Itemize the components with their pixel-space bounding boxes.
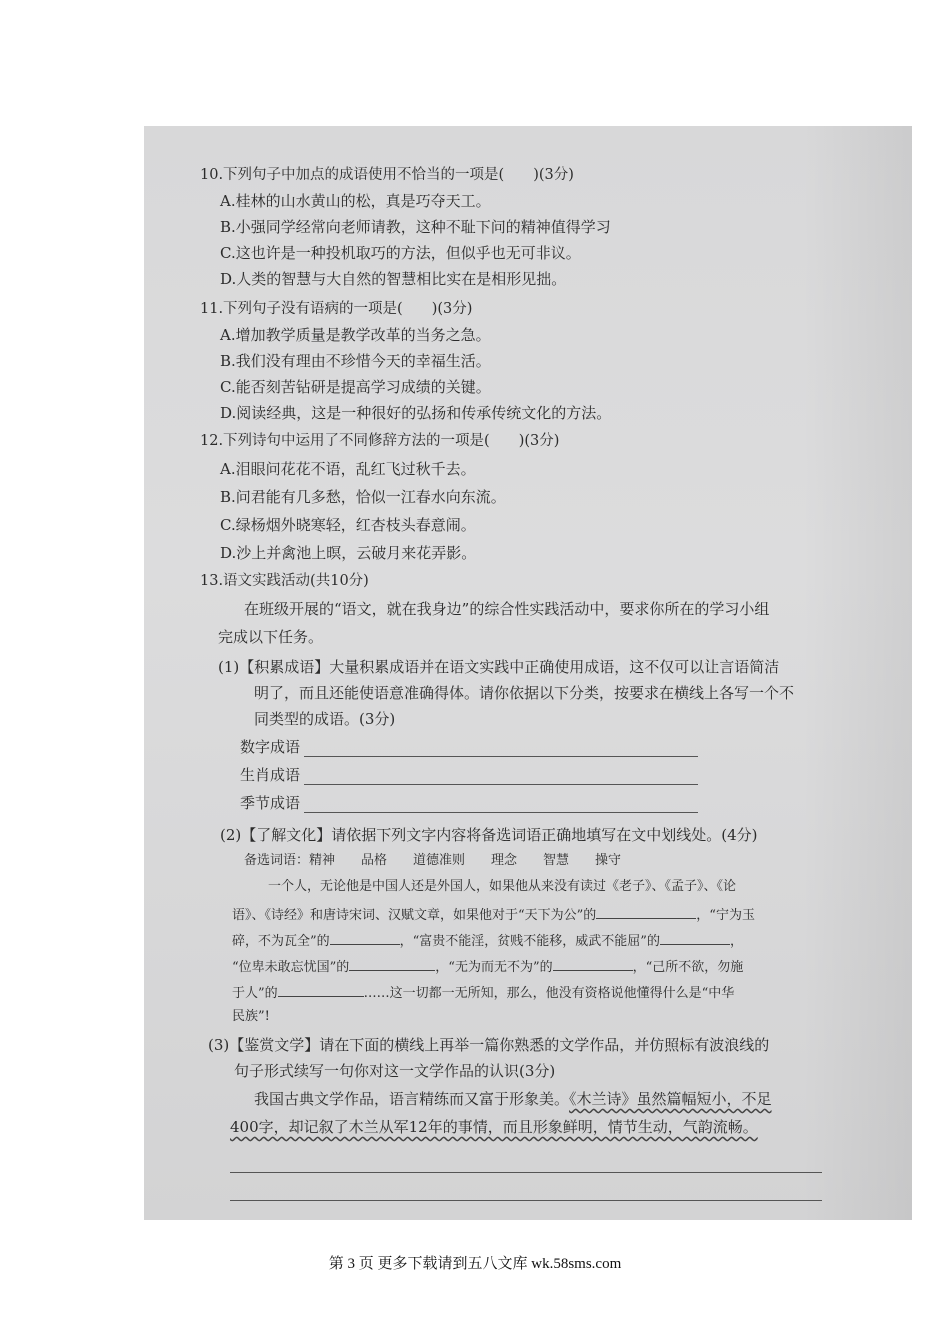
fill-blank-3[interactable] xyxy=(660,930,730,945)
scanned-page-photo xyxy=(144,126,912,1220)
q10-option-b: B.小强同学经常向老师请教，这种不耻下问的精神值得学习 xyxy=(220,218,611,236)
idiom-category-number: 数字成语 xyxy=(240,738,301,756)
page-shadow xyxy=(802,126,912,1220)
q12-option-a: A.泪眼问花花不语，乱红飞过秋千去。 xyxy=(220,460,476,478)
q13-part2-text-line6: 民族”! xyxy=(232,1009,270,1024)
text-segment: 碎，不为瓦全”的 xyxy=(232,934,330,949)
q13-part3-line2: 句子形式续写一句你对这一文学作品的认识(3分) xyxy=(234,1062,556,1080)
q13-part2-text-line4 xyxy=(232,956,743,977)
fill-blank-5[interactable] xyxy=(553,956,633,971)
text-segment: ，“宁为玉 xyxy=(696,908,755,923)
q10-stem: 10.下列句子中加点的成语使用不恰当的一项是( )(3分) xyxy=(200,167,574,183)
fill-blank-6[interactable] xyxy=(278,982,364,997)
text-segment: 语》、《诗经》和唐诗宋词、汉赋文章，如果他对于“天下为公”的 xyxy=(232,908,597,923)
q13-stem: 13.语文实践活动(共10分) xyxy=(200,573,369,589)
page-footer: 第 3 页 更多下载请到五八文库 wk.58sms.com xyxy=(328,1256,622,1272)
q13-part1-line3: 同类型的成语。(3分) xyxy=(254,710,396,728)
q11-option-d: D.阅读经典，这是一种很好的弘扬和传承传统文化的方法。 xyxy=(220,404,612,422)
q13-part2-text-line1: 一个人，无论他是中国人还是外国人，如果他从来没有读过《老子》、《孟子》、《论 xyxy=(268,879,737,894)
text-segment: ， xyxy=(729,934,743,949)
q13-part2-line1: (2)【了解文化】请依据下列文字内容将备选词语正确地填写在文中划线处。(4分) xyxy=(220,826,758,844)
text-segment: “位卑未敢忘忧国”的 xyxy=(232,960,350,975)
text-segment: 我国古典文学作品，语言精练而又富于形象美。 xyxy=(254,1090,570,1108)
q13-part1-line1: (1)【积累成语】大量积累成语并在语文实践中正确使用成语，这不仅可以让言语简洁 xyxy=(218,658,780,676)
idiom-answer-line-1[interactable] xyxy=(304,756,698,757)
q12-option-b: B.问君能有几多愁，恰似一江春水向东流。 xyxy=(220,488,506,506)
idiom-category-zodiac: 生肖成语 xyxy=(240,766,301,784)
q12-stem: 12.下列诗句中运用了不同修辞方法的一项是( )(3分) xyxy=(200,433,560,449)
text-segment: ，“己所不欲，勿施 xyxy=(632,960,744,975)
q13-part2-text-line2 xyxy=(232,904,755,925)
q10-option-c: C.这也许是一种投机取巧的方法，但似乎也无可非议。 xyxy=(220,244,581,262)
q12-option-c: C.绿杨烟外晓寒轻，红杏枝头春意闹。 xyxy=(220,516,476,534)
text-segment: 于人”的 xyxy=(232,986,278,1001)
literature-answer-line-2[interactable] xyxy=(230,1200,822,1201)
fill-blank-2[interactable] xyxy=(330,930,400,945)
idiom-answer-line-2[interactable] xyxy=(304,784,698,785)
text-segment: ……这一切都一无所知，那么，他没有资格说他懂得什么是“中华 xyxy=(363,986,735,1001)
fill-blank-4[interactable] xyxy=(349,956,435,971)
text-segment: ，“富贵不能淫，贫贱不能移，威武不能屈”的 xyxy=(399,934,660,949)
q13-part1-line2: 明了，而且还能使语意准确得体。请你依据以下分类，按要求在横线上各写一个不 xyxy=(254,684,795,702)
q11-option-c: C.能否刻苦钻研是提高学习成绩的关键。 xyxy=(220,378,491,396)
literature-answer-line-1[interactable] xyxy=(230,1172,822,1173)
q13-part2-text-line5 xyxy=(232,982,734,1003)
fill-blank-1[interactable] xyxy=(596,904,696,919)
q10-option-a: A.桂林的山水黄山的松，真是巧夺天工。 xyxy=(220,192,491,210)
text-segment: ，“无为而无不为”的 xyxy=(435,960,553,975)
q10-option-d: D.人类的智慧与大自然的智慧相比实在是相形见拙。 xyxy=(220,270,567,288)
q13-part3-line1: (3)【鉴赏文学】请在下面的横线上再举一篇你熟悉的文学作品，并仿照标有波浪线的 xyxy=(208,1036,770,1054)
q13-part2-word-bank: 备选词语：精神 品格 道德准则 理念 智慧 操守 xyxy=(244,853,622,868)
idiom-category-season: 季节成语 xyxy=(240,794,301,812)
q11-stem: 11.下列句子没有语病的一项是( )(3分) xyxy=(200,301,473,317)
q13-intro-line1: 在班级开展的“语文，就在我身边”的综合性实践活动中，要求你所在的学习小组 xyxy=(244,600,770,618)
q13-intro-line2: 完成以下任务。 xyxy=(218,628,324,646)
q11-option-a: A.增加教学质量是教学改革的当务之急。 xyxy=(220,326,491,344)
q13-part3-text-line1 xyxy=(254,1090,772,1108)
idiom-answer-line-3[interactable] xyxy=(304,812,698,813)
wavy-underlined-text: 《木兰诗》虽然篇幅短小，不足 xyxy=(569,1090,772,1108)
q13-part3-text-line2: 400字，却记叙了木兰从军12年的事情，而且形象鲜明，情节生动，气韵流畅。 xyxy=(230,1118,758,1136)
q13-part2-text-line3 xyxy=(232,930,743,951)
q11-option-b: B.我们没有理由不珍惜今天的幸福生活。 xyxy=(220,352,491,370)
q12-option-d: D.沙上并禽池上暝，云破月来花弄影。 xyxy=(220,544,477,562)
